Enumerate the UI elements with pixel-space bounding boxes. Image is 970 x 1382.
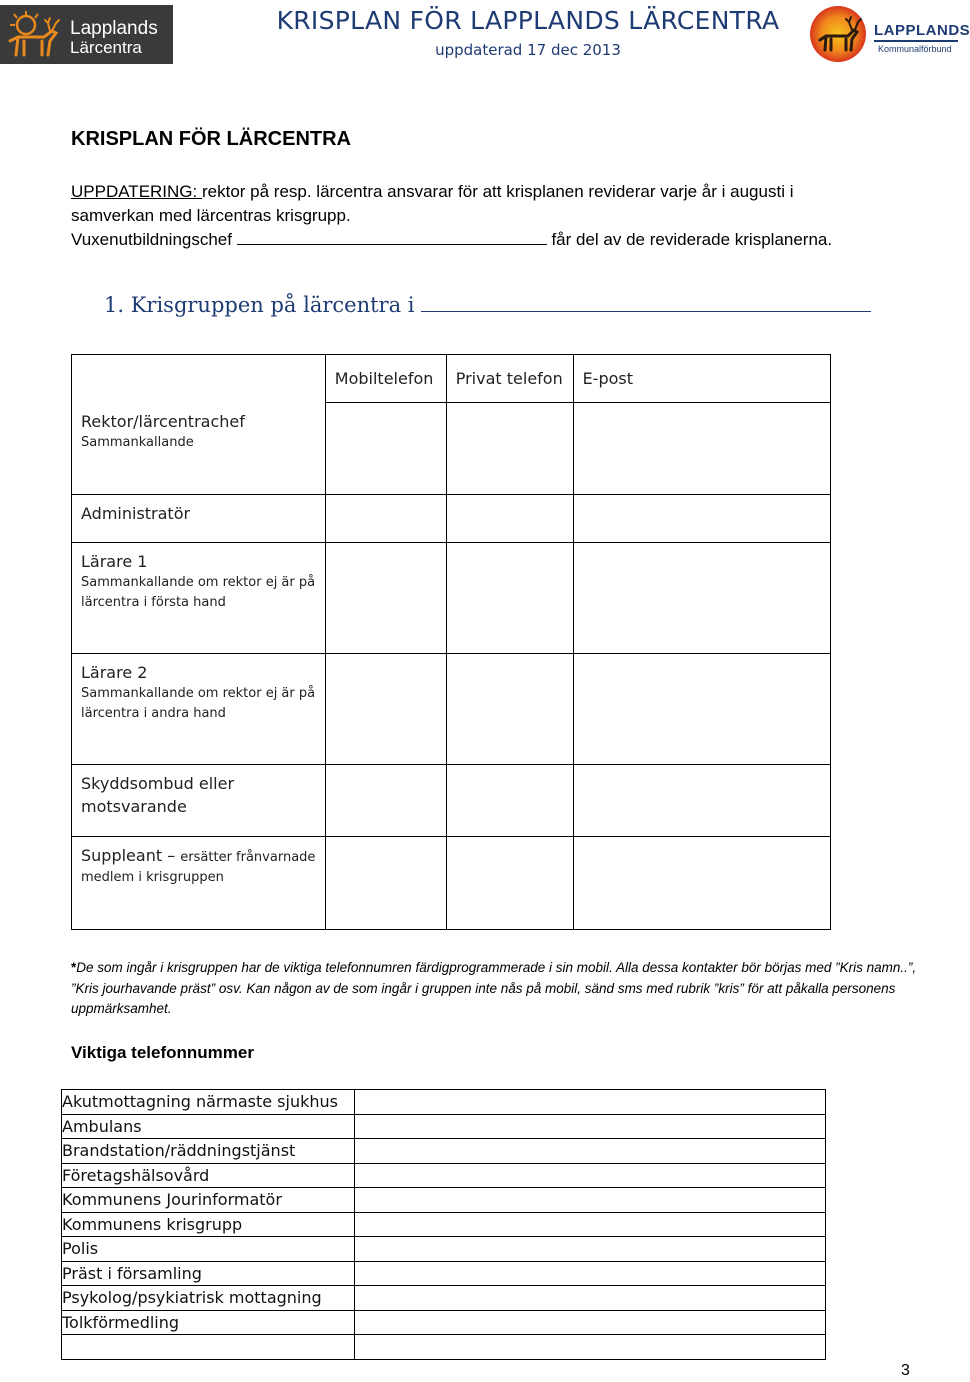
lapplands-larcentra-logo (0, 5, 173, 64)
logo-text-line2: Lärcentra (70, 38, 142, 57)
update-text-2: samverkan med lärcentras krisgrupp. (71, 206, 351, 225)
phone-numbers-heading: Viktiga telefonnummer (71, 1043, 254, 1062)
phone-label-blank[interactable] (62, 1335, 355, 1360)
reindeer-logo-icon (4, 11, 60, 59)
private-phone-cell[interactable] (446, 403, 573, 495)
phone-value-cell[interactable] (355, 1212, 826, 1237)
role-name: Suppleant – (81, 846, 181, 865)
phone-value-cell[interactable] (355, 1114, 826, 1139)
role-description: Sammankallande (81, 434, 194, 450)
role-name: Lärare 2 (81, 663, 148, 682)
email-cell[interactable] (573, 403, 830, 495)
header-title: KRISPLAN FÖR LAPPLANDS LÄRCENTRA (276, 6, 780, 35)
section-heading (104, 293, 871, 317)
logo-right-line1: LAPPLANDS (874, 22, 970, 39)
table-row (72, 654, 831, 765)
phone-label: Kommunens Jourinformatör (62, 1188, 355, 1213)
phone-label: Präst i församling (62, 1261, 355, 1286)
phone-value-cell[interactable] (355, 1090, 826, 1115)
role-cell-administrator (72, 495, 326, 543)
private-phone-cell[interactable] (446, 765, 573, 837)
phone-value-cell[interactable] (355, 1163, 826, 1188)
role-cell-skyddsombud (72, 765, 326, 837)
lapplands-kommunalforbund-logo (808, 4, 970, 66)
mobile-cell[interactable] (325, 403, 446, 495)
table-row (72, 495, 831, 543)
crisis-group-table (71, 354, 831, 930)
private-phone-cell[interactable] (446, 654, 573, 765)
table-row (62, 1310, 826, 1335)
table-header-row (72, 355, 831, 403)
phone-label: Polis (62, 1237, 355, 1262)
private-phone-cell[interactable] (446, 543, 573, 654)
role-cell-suppleant (72, 837, 326, 930)
mobile-cell[interactable] (325, 495, 446, 543)
mobile-cell[interactable] (325, 543, 446, 654)
role-name: Rektor/lärcentrachef (81, 411, 245, 431)
role-description-inline: ersätter frånvarnade (180, 850, 316, 865)
phone-value-cell[interactable] (355, 1188, 826, 1213)
role-name: Skyddsombud eller motsvarande (81, 774, 235, 816)
table-row (62, 1139, 826, 1164)
role-description: Sammankallande om rektor ej är på lärcentra i första hand (81, 575, 316, 610)
phone-label: Kommunens krisgrupp (62, 1212, 355, 1237)
phone-value-cell[interactable] (355, 1335, 826, 1360)
role-name: Administratör (81, 504, 191, 523)
column-header-mobile: Mobiltelefon (325, 355, 446, 403)
phone-label: Akutmottagning närmaste sjukhus (62, 1090, 355, 1115)
table-row (62, 1090, 826, 1115)
chef-name-blank[interactable] (237, 244, 547, 245)
private-phone-cell[interactable] (446, 495, 573, 543)
phone-label: Ambulans (62, 1114, 355, 1139)
update-paragraph (71, 180, 832, 252)
mobile-cell[interactable] (325, 765, 446, 837)
section-number: 1. (104, 293, 125, 317)
phone-value-cell[interactable] (355, 1310, 826, 1335)
phone-value-cell[interactable] (355, 1139, 826, 1164)
table-row (72, 837, 831, 930)
phone-value-cell[interactable] (355, 1286, 826, 1311)
phone-value-cell[interactable] (355, 1261, 826, 1286)
note-text: De som ingår i krisgruppen har de viktiga telefonnumren färdigprogrammerade i sin mobil. Alla dessa kontakter bör börjas med ”Kris namn..”, ”Kris jourhavande präst” osv. Kan någon av de som ingår i gruppen inte nås på mobil, sänd sms med rubrik ”kris” för att påkalla personens uppmärksamhet. (71, 960, 917, 1016)
role-description: Sammankallande om rektor ej är på lärcentra i andra hand (81, 686, 316, 721)
crisis-note (71, 958, 921, 1020)
table-row (62, 1261, 826, 1286)
table-row (62, 1163, 826, 1188)
table-row (72, 403, 831, 495)
phone-label: Psykolog/psykiatrisk mottagning (62, 1286, 355, 1311)
header-date: uppdaterad 17 dec 2013 (435, 41, 621, 59)
role-description: medlem i krisgruppen (81, 870, 224, 885)
table-row (62, 1114, 826, 1139)
private-phone-cell[interactable] (446, 837, 573, 930)
table-row (72, 543, 831, 654)
role-cell-rektor (72, 403, 326, 495)
email-cell[interactable] (573, 765, 830, 837)
table-row (62, 1212, 826, 1237)
note-star: * (71, 960, 77, 975)
role-name: Lärare 1 (81, 552, 148, 571)
update-label: UPPDATERING: (71, 182, 202, 201)
section-title: Krisgruppen på lärcentra i (130, 293, 415, 317)
document-title: KRISPLAN FÖR LÄRCENTRA (71, 128, 351, 150)
column-header-private-phone: Privat telefon (446, 355, 573, 403)
table-row (62, 1237, 826, 1262)
table-row (62, 1335, 826, 1360)
logo-right-line2: Kommunalförbund (878, 44, 952, 54)
email-cell[interactable] (573, 837, 830, 930)
phone-label: Tolkförmedling (62, 1310, 355, 1335)
sun-reindeer-logo-icon (808, 4, 868, 64)
logo-divider (874, 40, 958, 42)
table-header-blank (72, 355, 326, 403)
column-header-email: E-post (573, 355, 830, 403)
table-row (62, 1188, 826, 1213)
email-cell[interactable] (573, 543, 830, 654)
phone-value-cell[interactable] (355, 1237, 826, 1262)
update-text-3b: får del av de reviderade krisplanerna. (546, 230, 833, 249)
table-row (62, 1286, 826, 1311)
phone-label: Företagshälsovård (62, 1163, 355, 1188)
email-cell[interactable] (573, 654, 830, 765)
role-cell-larare-1 (72, 543, 326, 654)
table-row (72, 765, 831, 837)
phone-label: Brandstation/räddningstjänst (62, 1139, 355, 1164)
role-cell-larare-2 (72, 654, 326, 765)
mobile-cell[interactable] (325, 654, 446, 765)
mobile-cell[interactable] (325, 837, 446, 930)
email-cell[interactable] (573, 495, 830, 543)
lärcentra-name-blank[interactable] (421, 311, 871, 312)
logo-text-line1: Lapplands (70, 18, 158, 39)
update-text-3a: Vuxenutbildningschef (71, 230, 237, 249)
page-number: 3 (901, 1362, 910, 1379)
phone-numbers-table (61, 1089, 826, 1360)
update-text-1: rektor på resp. lärcentra ansvarar för att krisplanen reviderar varje år i augusti i (201, 182, 794, 201)
